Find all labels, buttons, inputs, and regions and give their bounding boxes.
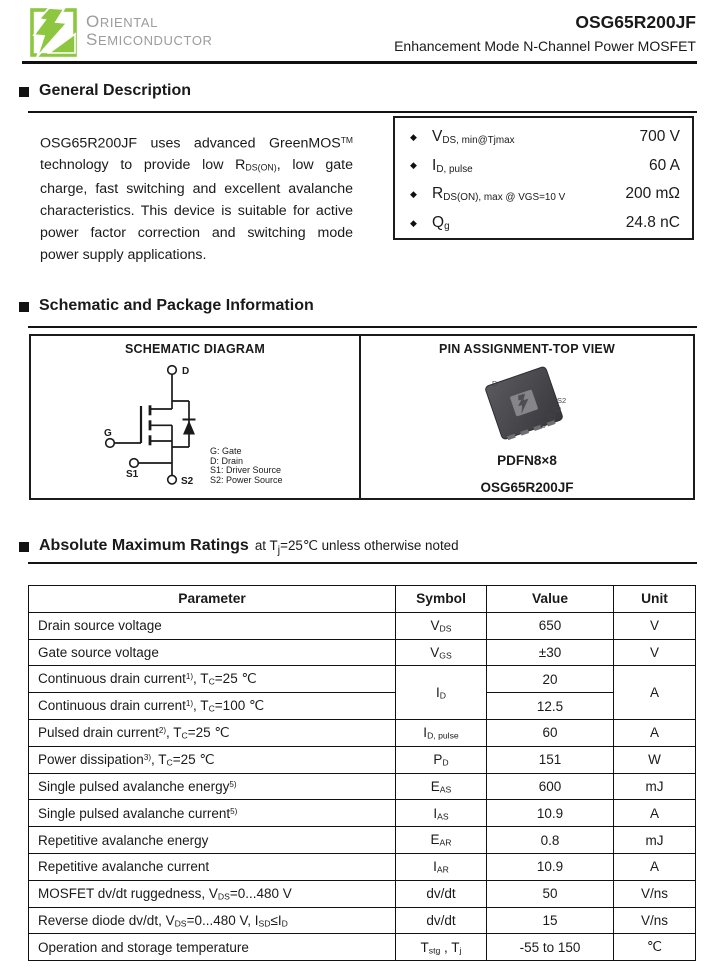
terminal-label-gate: G (104, 428, 112, 439)
section-marker (19, 87, 29, 97)
symbol-cell: $E_{AR}$ (396, 827, 487, 854)
table-row (29, 853, 696, 880)
package-name: PDFN8×8 (497, 453, 557, 468)
param-cell: Reverse diode dv/dt, $V_{DS}=0...480$ V, $I_{SD}\le I_D$ (29, 907, 396, 934)
unit-cell: A (614, 800, 696, 827)
param-cell: Repetitive avalanche energy (29, 827, 396, 854)
package-photo (361, 336, 693, 450)
schematic-wires (115, 375, 190, 476)
symbol-cell: $T_{stg}$ , $T_j$ (396, 934, 487, 961)
param-cell: Single pulsed avalanche energy$^{5)}$ (29, 773, 396, 800)
table-row (29, 907, 696, 934)
brand-name (86, 13, 213, 49)
pin-label-g: G (540, 421, 546, 430)
legend-line: S2: Power Source (210, 474, 283, 485)
legend-line: D: Drain (210, 455, 244, 466)
symbol-cell: dv/dt (396, 907, 487, 934)
value-cell: 50 (487, 880, 614, 907)
section-heading-schematic: Schematic and Package Information (39, 297, 314, 314)
table-row (29, 746, 696, 773)
header-row (29, 586, 696, 613)
section-heading-ratings (39, 537, 459, 557)
terminal-label-source2: S2 (181, 476, 194, 487)
section-divider (28, 562, 697, 564)
symbol-cell: $V_{DS}$ (396, 612, 487, 639)
value-cell: ±30 (487, 639, 614, 666)
mosfet-gate-and-channel (141, 405, 150, 445)
unit-cell: mJ (614, 773, 696, 800)
section-divider (28, 111, 697, 113)
ratings-table-body (29, 612, 696, 960)
symbol-cell: dv/dt (396, 880, 487, 907)
table-row (29, 880, 696, 907)
value-cell: 12.5 (487, 693, 614, 720)
section-marker (19, 542, 29, 552)
table-row (29, 800, 696, 827)
unit-cell: A (614, 666, 696, 720)
column-header: Parameter (29, 586, 396, 613)
pin-label-s1: S1 (547, 413, 557, 422)
unit-cell: A (614, 853, 696, 880)
param-cell: Gate source voltage (29, 639, 396, 666)
table-row (29, 719, 696, 746)
table-row (29, 693, 696, 720)
param-cell: Pulsed drain current$^{2)}$, $T_C=25$ ℃ (29, 719, 396, 746)
unit-cell: mJ (614, 827, 696, 854)
schematic-package-box (29, 334, 695, 500)
package-panel-title: PIN ASSIGNMENT-TOP VIEW (439, 342, 615, 356)
pin-label-s2b: S2 (552, 405, 562, 414)
unit-cell: A (614, 719, 696, 746)
unit-cell: V (614, 639, 696, 666)
legend-line: S1: Driver Source (210, 465, 282, 476)
ratings-title: Absolute Maximum Ratings (39, 537, 249, 554)
table-row (29, 612, 696, 639)
symbol-cell: $V_{GS}$ (396, 639, 487, 666)
value-cell: -55 to 150 (487, 934, 614, 961)
parameter-value: 700 V (639, 128, 680, 146)
value-cell: 0.8 (487, 827, 614, 854)
parameter-value: 24.8 nC (625, 214, 680, 232)
parameter-symbol: $I_{D, pulse}$ (432, 156, 473, 175)
value-cell: 600 (487, 773, 614, 800)
value-cell: 650 (487, 612, 614, 639)
symbol-cell: $I_{D, pulse}$ (396, 719, 487, 746)
terminal-label-drain: D (182, 366, 190, 377)
table-row (29, 773, 696, 800)
key-parameters-box (393, 116, 694, 240)
value-cell: 10.9 (487, 800, 614, 827)
symbol-cell: $P_D$ (396, 746, 487, 773)
chip-body (485, 366, 567, 442)
param-cell: Continuous drain current$^{1)}$, $T_C=100$ ℃ (29, 693, 396, 720)
diamond-bullet-icon: ◆ (410, 188, 417, 199)
key-parameter-row (395, 209, 692, 238)
section-divider (28, 326, 697, 328)
parameter-value: 60 A (648, 156, 680, 174)
schematic-panel (31, 336, 359, 498)
table-row (29, 934, 696, 961)
package-panel (361, 336, 693, 498)
key-parameter-row (395, 180, 692, 209)
section-marker (19, 302, 29, 312)
unit-cell: V/ns (614, 880, 696, 907)
param-cell: MOSFET dv/dt ruggedness, $V_{DS}=0...480$ V (29, 880, 396, 907)
value-cell: 60 (487, 719, 614, 746)
mosfet-schematic (31, 336, 359, 498)
description-paragraph: OSG65R200JF uses advanced GreenMOS™ technology to provide low $R_{DS(ON)}$, low gate charge, fast switching and excellent avalanche characteristics. This device is suitable for active power factor correction and switching mode power supply applications. (40, 135, 353, 263)
diamond-bullet-icon: ◆ (410, 131, 417, 142)
table-row (29, 666, 696, 693)
value-cell: 15 (487, 907, 614, 934)
diamond-bullet-icon: ◆ (410, 160, 417, 171)
terminal-label-source1: S1 (126, 469, 139, 480)
page-subtitle: Enhancement Mode N-Channel Power MOSFET (394, 38, 696, 54)
ratings-table-head (29, 586, 696, 613)
table-row (29, 827, 696, 854)
schematic-panel-title: SCHEMATIC DIAGRAM (125, 342, 265, 356)
schematic-legend (210, 447, 283, 485)
value-cell: 151 (487, 746, 614, 773)
value-cell: 20 (487, 666, 614, 693)
parameter-value: 200 mΩ (625, 185, 680, 203)
param-cell: Repetitive avalanche current (29, 853, 396, 880)
pin-label-s2a: S2 (557, 396, 567, 405)
table-row (29, 639, 696, 666)
body-diode (183, 420, 196, 435)
param-cell: Continuous drain current$^{1)}$, $T_C=25$ ℃ (29, 666, 396, 693)
param-cell: Power dissipation$^{3)}$, $T_C=25$ ℃ (29, 746, 396, 773)
brand-line-1: ORIENTAL (86, 12, 158, 31)
pin-label-d: D (492, 379, 498, 388)
parameter-symbol: $Q_g$ (432, 214, 450, 232)
brand-logo (30, 8, 77, 57)
symbol-cell: $E_{AS}$ (396, 773, 487, 800)
param-cell: Drain source voltage (29, 612, 396, 639)
header-divider (22, 61, 697, 64)
symbol-cell: $I_{AR}$ (396, 853, 487, 880)
package-part-number: OSG65R200JF (480, 480, 574, 495)
key-parameter-row (395, 152, 692, 181)
column-header: Value (487, 586, 614, 613)
column-header: Symbol (396, 586, 487, 613)
part-number: OSG65R200JF (575, 12, 696, 32)
legend-line: G: Gate (210, 446, 242, 456)
parameter-symbol: $V_{DS, min@Tjmax}$ (432, 128, 515, 147)
param-cell: Operation and storage temperature (29, 934, 396, 961)
unit-cell: W (614, 746, 696, 773)
unit-cell: V/ns (614, 907, 696, 934)
key-parameter-row (395, 123, 692, 152)
diamond-bullet-icon: ◆ (410, 217, 417, 228)
value-cell: 10.9 (487, 853, 614, 880)
ratings-condition-note: at $T_j=25℃$ unless otherwise noted (254, 538, 459, 557)
symbol-cell: $I_{AS}$ (396, 800, 487, 827)
brand-line-2: SEMICONDUCTOR (86, 30, 213, 49)
unit-cell: V (614, 612, 696, 639)
ratings-table (28, 585, 696, 961)
param-cell: Single pulsed avalanche current$^{5)}$ (29, 800, 396, 827)
column-header: Unit (614, 586, 696, 613)
parameter-symbol: $R_{DS(ON), max @ VGS=10 V}$ (432, 185, 566, 204)
symbol-cell: $I_D$ (396, 666, 487, 720)
section-heading-general: General Description (39, 82, 192, 99)
unit-cell: ℃ (614, 934, 696, 961)
